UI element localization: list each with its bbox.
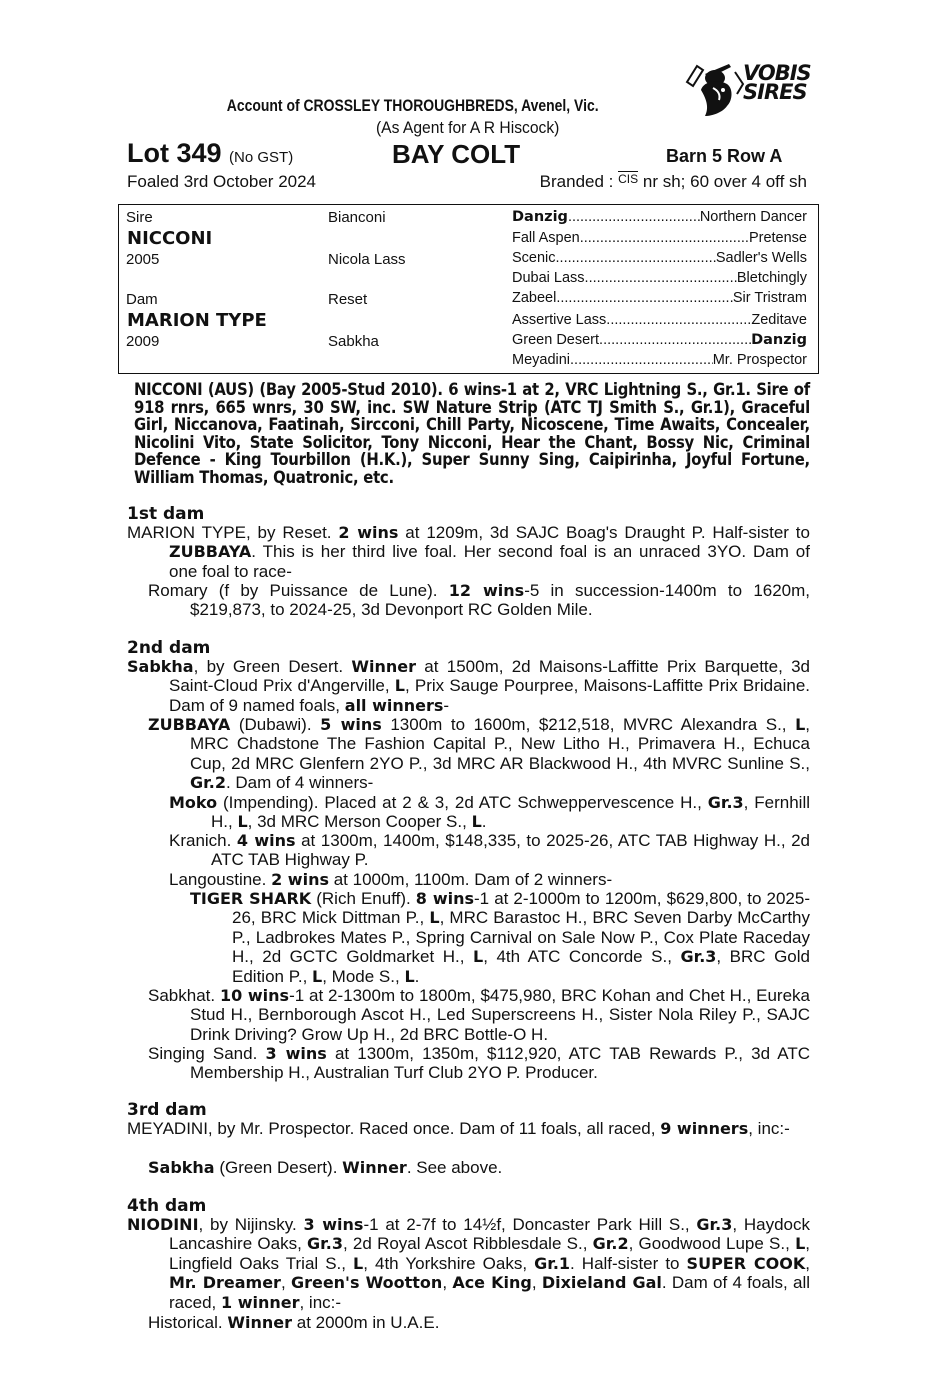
lot-label: Lot 349 [127, 138, 222, 168]
branded-label: Branded : [539, 172, 614, 191]
ancestor-row: Scenic ..... Sadler's Wells [512, 250, 807, 266]
race-record-paragraph: Langoustine. 2 wins at 1000m, 1100m. Dam of 2 winners- [169, 870, 613, 889]
grandsire-maternal: Reset [328, 291, 368, 308]
race-record-paragraph: Singing Sand. 3 wins at 1300m, 1350m, $112,920, ATC TAB Rewards P., 3d ATC Membership H., Australian Turf Club 2YO P. Producer. [148, 1044, 811, 1083]
race-record-paragraph: Kranich. 4 wins at 1300m, 1400m, $148,335, to 2025-26, ATC TAB Highway H., 2d ATC TAB Highway P. [169, 831, 810, 870]
agent-note: (As Agent for A R Hiscock) [376, 118, 560, 137]
sire-name: NICCONI [127, 228, 213, 249]
sire-label: Sire [126, 209, 153, 226]
dam-name: MARION TYPE [127, 310, 267, 331]
ancestor-row: Dubai Lass ..... Bletchingly [512, 270, 807, 286]
ancestor-row: Fall Aspen ..... Pretense [512, 230, 807, 246]
branded-details: nr sh; 60 over 4 off sh [642, 172, 807, 191]
race-record-paragraph: ZUBBAYA (Dubawi). 5 wins 1300m to 1600m, $212,518, MVRC Alexandra S., L, MRC Chadstone The Fashion Capital P., New Litho H., Primavera H., Echuca Cup, 2d MRC Glenfern 2YO P., 3d MRC AR Blackwood H., 4th MVRC Sunline S., Gr.2. Dam of 4 winners- [148, 715, 810, 793]
race-record-paragraph: TIGER SHARK (Rich Enuff). 8 wins-1 at 2-1000m to 1200m, $629,800, to 2025-26, BRC Mick Dittman P., L, MRC Barastoc H., BRC Seven Darby McCarthy P., Ladbrokes Mates P., Spring Carnival on Sale Now P., Cox Plate Raceday H., 2d GCTC Goldmarket H., L, 4th ATC Concorde S., Gr.3, BRC Gold Edition P., L, Mode S., L. [190, 889, 810, 986]
barn-location: Barn 5 Row A [666, 146, 783, 166]
horse-description: BAY COLT [392, 139, 521, 169]
race-record-paragraph: Romary (f by Puissance de Lune). 12 wins-5 in succession-1400m to 1620m, $219,873, to 2024-25, 3d Devonport RC Golden Mile. [148, 581, 811, 620]
race-record-paragraph: Sabkhat. 10 wins-1 at 2-1300m to 1800m, $475,980, BRC Kohan and Chet H., Eureka Stud H., Bernborough Ascot H., Led Superscreens H., Sister Nola Riley P., SAJC Drink Driving? Grow Up H., 2d BRC Bottle-O H. [148, 986, 811, 1044]
brand-info [540, 172, 807, 192]
ancestor-row: Danzig ..... Northern Dancer [512, 209, 807, 225]
race-record-paragraph: NIODINI, by Nijinsky. 3 wins-1 at 2-7f to 14½f, Doncaster Park Hill S., Gr.3, Haydock Lancashire Oaks, Gr.3, 2d Royal Ascot Ribblesdale S., Gr.2, Goodwood Lupe S., L, Lingfield Oaks Trial S., L, 4th Yorkshire Oaks, Gr.1. Half-sister to SUPER COOK, Mr. Dreamer, Green's Wootton, Ace King, Dixieland Gal. Dam of 4 foals, all raced, 1 winner, inc:- [127, 1215, 811, 1312]
brand-mark-icon: CIS [618, 172, 639, 186]
logo-line1: VOBIS [743, 61, 811, 85]
race-record-paragraph: MARION TYPE, by Reset. 2 wins at 1209m, 3d SAJC Boag's Draught P. Half-sister to ZUBBAYA. This is her third live foal. Her second foal is an unraced 3YO. Dam of one foal to race- [127, 523, 810, 581]
grandsire-paternal: Bianconi [328, 209, 386, 226]
sire-summary: NICCONI (AUS) (Bay 2005-Stud 2010). 6 wins-1 at 2, VRC Lightning S., Gr.1. Sire of 918 rnrs, 665 wnrs, 30 SW, inc. SW Nature Strip (ATC TJ Smith S., Gr.1), Graceful Girl, Niccanova, Faatinah, Sircconi, Chill Party, Nicoscene, Time Awaits, Concealer, Nicolini Vito, State Solicitor, Tony Nicconi, Hear the Chant, Bossy Nic, Criminal Defence - King Tourbillon (H.K.), Super Sunny Sing, Caipirinha, Joyful Fortune, William Thomas, Quatronic, etc. [134, 380, 810, 487]
foaled-date: Foaled 3rd October 2024 [127, 172, 317, 191]
race-record-paragraph: Historical. Winner at 2000m in U.A.E. [148, 1313, 440, 1332]
dam-label: Dam [126, 291, 158, 308]
ancestor-row: Green Desert ..... Danzig [512, 332, 807, 348]
section-heading: 4th dam [127, 1196, 207, 1216]
section-heading: 1st dam [127, 504, 205, 524]
ancestor-row: Assertive Lass ..... Zeditave [512, 312, 807, 328]
logo-line2: SIRES [743, 80, 807, 104]
ancestor-row: Zabeel ..... Sir Tristram [512, 290, 807, 306]
race-record-paragraph: Sabkha (Green Desert). Winner. See above. [148, 1158, 503, 1177]
ancestor-row: Meyadini ..... Mr. Prospector [512, 352, 807, 368]
race-record-paragraph: Sabkha, by Green Desert. Winner at 1500m, 2d Maisons-Laffitte Prix Barquette, 3d Saint-Cloud Prix d'Angerville, L, Prix Sauge Pourpree, Maisons-Laffitte Prix Bridaine. Dam of 9 named foals, all winners- [127, 657, 810, 715]
granddam-paternal: Nicola Lass [328, 251, 406, 268]
granddam-maternal: Sabkha [328, 333, 379, 350]
pedigree-table [118, 204, 819, 374]
sire-year: 2005 [126, 251, 160, 268]
section-heading: 2nd dam [127, 638, 211, 658]
lot-number [127, 138, 293, 169]
section-heading: 3rd dam [127, 1100, 207, 1120]
dam-year: 2009 [126, 333, 160, 350]
vendor-account: Account of CROSSLEY THOROUGHBREDS, Avenel, Vic. [227, 96, 599, 115]
race-record-paragraph: MEYADINI, by Mr. Prospector. Raced once. Dam of 11 foals, all raced, 9 winners, inc:- [127, 1119, 790, 1138]
gst-note: (No GST) [229, 149, 294, 166]
race-record-paragraph: Moko (Impending). Placed at 2 & 3, 2d ATC Schweppervescence H., Gr.3, Fernhill H., L, 3d MRC Merson Cooper S., L. [169, 793, 811, 832]
